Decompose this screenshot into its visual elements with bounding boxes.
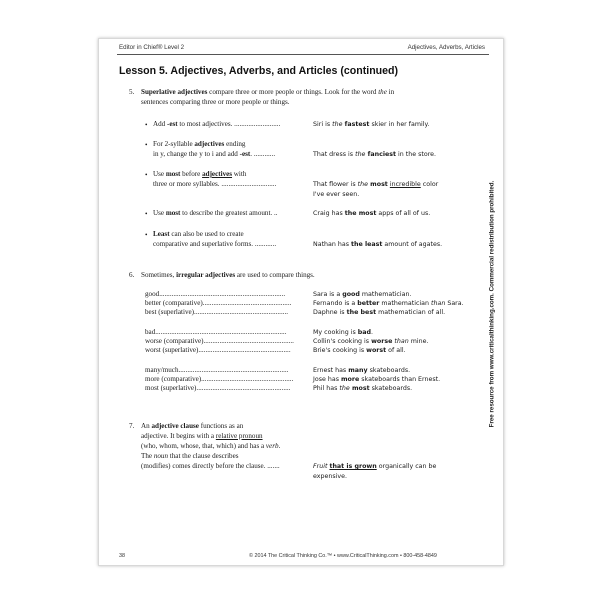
term-worse: worse (comparative)................................................... — [145, 337, 294, 345]
section-5-intro-line2: sentences comparing three or more people or things. — [141, 98, 290, 106]
term-most: most (superlative)..................................................... — [145, 384, 291, 392]
rule-least-line1: Least can also be used to create — [153, 230, 244, 238]
example-many: Ernest has many skateboards. — [313, 367, 411, 374]
section-5-number: 5. — [129, 88, 135, 96]
example-better: Fernando is a better mathematician than Sara. — [313, 300, 464, 307]
header-rule — [117, 54, 489, 55]
bullet: • — [145, 231, 148, 239]
example-adjective-clause: Fruit that is grown organically can be — [313, 463, 437, 470]
term-better: better (comparative).................................................. — [145, 299, 292, 307]
header-right: Adjectives, Adverbs, Articles — [407, 44, 485, 51]
bullet: • — [145, 121, 148, 129]
example-best: Daphne is the best mathematician of all. — [313, 309, 446, 316]
section-7-line2: adjective. It begins with a relative pronoun — [141, 432, 263, 440]
rule-est: Add -est to most adjectives. .......................... — [153, 120, 281, 128]
term-many: many/much.............................................................. — [145, 366, 289, 374]
term-bad: bad.......................................................................... — [145, 328, 287, 336]
lesson-title: Lesson 5. Adjectives, Adverbs, and Articles (continued) — [119, 65, 399, 77]
bullet: • — [145, 141, 148, 149]
worksheet-page — [98, 38, 504, 566]
term-more: more (comparative).................................................... — [145, 375, 294, 383]
section-6-number: 6. — [129, 271, 135, 279]
footer-copyright: © 2014 The Critical Thinking Co.™ • www.CriticalThinking.com • 800-458-4849 — [249, 553, 437, 559]
side-copyright — [487, 139, 497, 469]
bullet: • — [145, 171, 148, 179]
term-good: good....................................................................... — [145, 290, 286, 298]
section-7-line4: The noun that the clause describes — [141, 452, 239, 460]
example-adjective-clause-line2: expensive. — [313, 473, 347, 480]
header-left: Editor in Chief® Level 2 — [119, 44, 185, 51]
rule-least-line2: comparative and superlative forms. ............ — [153, 240, 277, 248]
example-bad: My cooking is bad. — [313, 329, 374, 336]
example-most-apps: Craig has the most apps of all of us. — [313, 210, 431, 217]
section-7-line5: (modifies) comes directly before the clause. ....... — [141, 462, 280, 470]
rule-most-line2: three or more syllables. ............................... — [153, 180, 277, 188]
example-most: Phil has the most skateboards. — [313, 385, 413, 392]
rule-2-syllable-line1: For 2-syllable adjectives ending — [153, 140, 246, 148]
term-worst: worst (superlative).................................................... — [145, 346, 291, 354]
section-5-intro: Superlative adjectives compare three or more people or things. Look for the word the in — [141, 88, 395, 96]
example-least-agates: Nathan has the least amount of agates. — [313, 241, 443, 248]
section-7-line1: An adjective clause functions as an — [141, 422, 244, 430]
example-worse: Collin's cooking is worse than mine. — [313, 338, 429, 345]
page-number: 38 — [119, 553, 125, 559]
section-6-intro: Sometimes, irregular adjectives are used to compare things. — [141, 271, 315, 279]
section-7-number: 7. — [129, 422, 135, 430]
example-incredible: That flower is the most incredible color — [313, 181, 439, 188]
bullet: • — [145, 210, 148, 218]
example-good: Sara is a good mathematician. — [313, 291, 412, 298]
example-fanciest: That dress is the fanciest in the store. — [313, 151, 437, 158]
example-worst: Brie's cooking is worst of all. — [313, 347, 406, 354]
example-more: Jose has more skateboards than Ernest. — [313, 376, 441, 383]
rule-2-syllable-line2: in y, change the y to i and add -est. ............ — [153, 150, 276, 158]
rule-greatest-amount: Use most to describe the greatest amount. .. — [153, 209, 278, 217]
example-incredible-line2: I've ever seen. — [313, 191, 360, 198]
side-copyright-text: Free resource from www.criticalthinking.com. Commercial redistribution prohibited. — [488, 180, 496, 428]
example-fastest: Siri is the fastest skier in her family. — [313, 121, 430, 128]
rule-most-line1: Use most before adjectives with — [153, 170, 247, 178]
term-best: best (superlative)..................................................... — [145, 308, 289, 316]
section-7-line3: (who, whom, whose, that, which) and has a verb. — [141, 442, 281, 450]
